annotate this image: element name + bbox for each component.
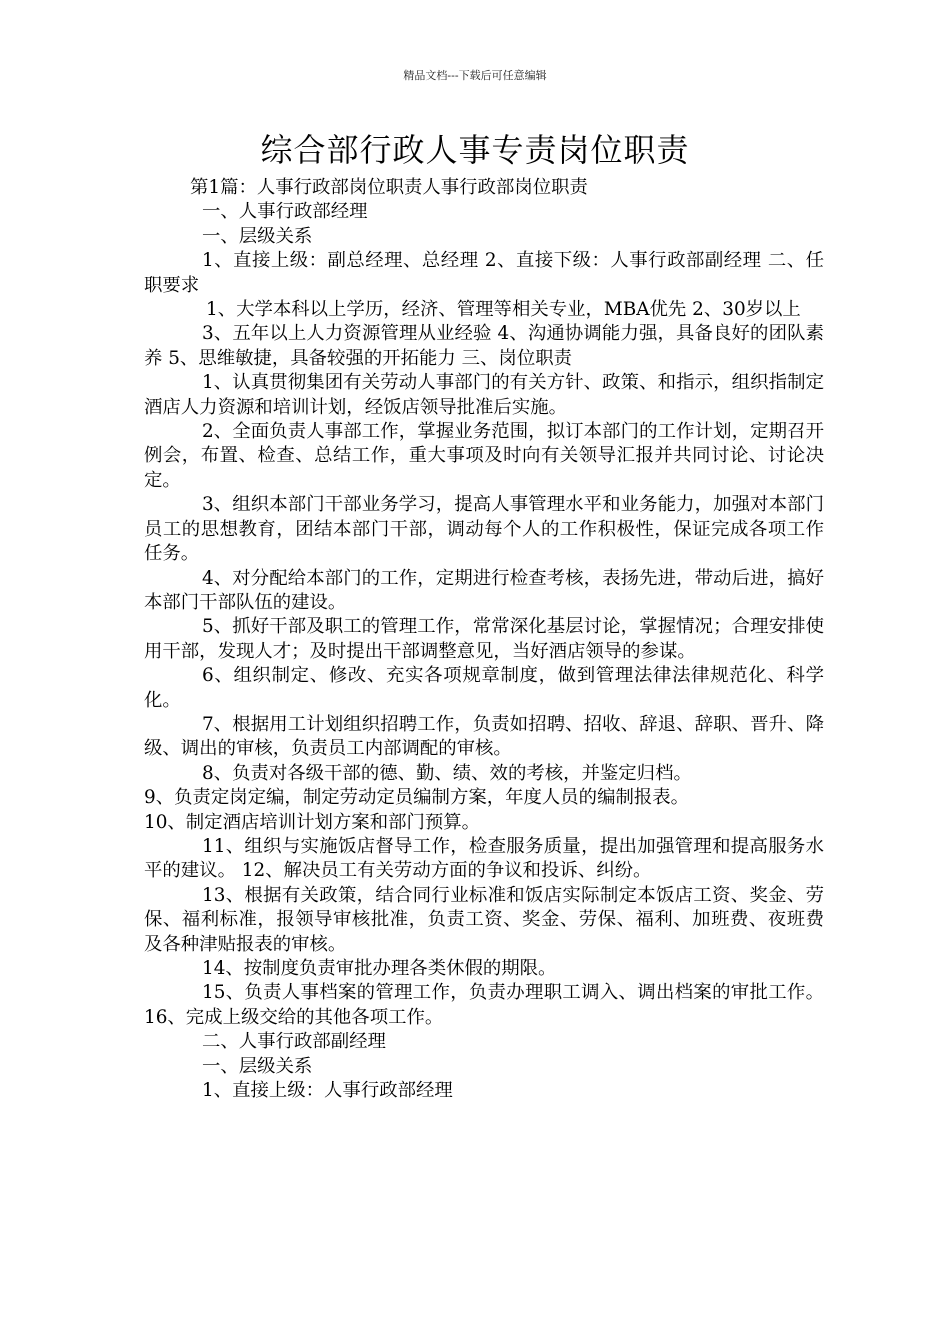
- page-header: 精品文档---下载后可任意编辑: [403, 69, 547, 82]
- paragraph: 一、层级关系: [202, 225, 313, 247]
- paragraph: 9、负责定岗定编，制定劳动定员编制方案，年度人员的编制报表。: [144, 787, 690, 809]
- paragraph: 二、人事行政部副经理: [202, 1031, 386, 1053]
- paragraph: 13、根据有关政策，结合同行业标准和饭店实际制定本饭店工资、奖金、劳保、福利标准，报领导审核批准，负责工资、奖金、劳保、福利、加班费、夜班费及各种津贴报表的审核。: [144, 884, 824, 955]
- document-body: [144, 176, 824, 1103]
- paragraph: 一、层级关系: [202, 1055, 313, 1077]
- document-title: 综合部行政人事专责岗位职责: [260, 131, 690, 169]
- paragraph: 第1篇：人事行政部岗位职责人事行政部岗位职责: [190, 177, 588, 198]
- paragraph: 5、抓好干部及职工的管理工作，常常深化基层讨论，掌握情况；合理安排使用干部，发现人才；及时提出干部调整意见，当好酒店领导的参谋。: [144, 616, 824, 662]
- paragraph: 11、组织与实施饭店督导工作，检查服务质量，提出加强管理和提高服务水平的建议。 12、解决员工有关劳动方面的争议和投诉、纠纷。: [144, 835, 824, 882]
- paragraph: 1、直接上级：人事行政部经理: [202, 1080, 453, 1102]
- paragraph: 7、根据用工计划组织招聘工作，负责如招聘、招收、辞退、辞职、晋升、降级、调出的审核，负责员工内部调配的审核。: [144, 713, 824, 760]
- paragraph: 8、负责对各级干部的德、勤、绩、效的考核，并鉴定归档。: [202, 762, 692, 784]
- paragraph: 1、直接上级：副总经理、总经理 2、直接下级：人事行政部副经理 二、任职要求: [144, 250, 824, 296]
- paragraph: 10、制定酒店培训计划方案和部门预算。: [144, 811, 481, 833]
- paragraph: 4、对分配给本部门的工作，定期进行检查考核，表扬先进，带动后进，搞好本部门干部队伍的建设。: [144, 567, 824, 613]
- paragraph: 6、组织制定、修改、充实各项规章制度，做到管理法律法律规范化、科学化。: [144, 665, 824, 711]
- paragraph: 3、五年以上人力资源管理从业经验 4、沟通协调能力强，具备良好的团队素养 5、思维敏捷，具备较强的开拓能力 三、岗位职责: [144, 323, 824, 369]
- paragraph: 14、按制度负责审批办理各类休假的期限。: [202, 958, 557, 979]
- paragraph: 一、人事行政部经理: [202, 201, 368, 223]
- paragraph: 15、负责人事档案的管理工作，负责办理职工调入、调出档案的审批工作。 16、完成上级交给的其他各项工作。: [144, 982, 824, 1028]
- paragraph: 3、组织本部门干部业务学习，提高人事管理水平和业务能力，加强对本部门员工的思想教育，团结本部门干部，调动每个人的工作积极性，保证完成各项工作任务。: [144, 494, 824, 565]
- paragraph: 1、认真贯彻集团有关劳动人事部门的有关方针、政策、和指示，组织指制定酒店人力资源和培训计划，经饭店领导批准后实施。: [144, 372, 824, 418]
- paragraph: 1、大学本科以上学历，经济、管理等相关专业，MBA优先 2、30岁以上: [206, 299, 801, 321]
- paragraph: 2、全面负责人事部工作，掌握业务范围，拟订本部门的工作计划，定期召开例会，布置、检查、总结工作，重大事项及时向有关领导汇报并共同讨论、讨论决定。: [144, 421, 824, 491]
